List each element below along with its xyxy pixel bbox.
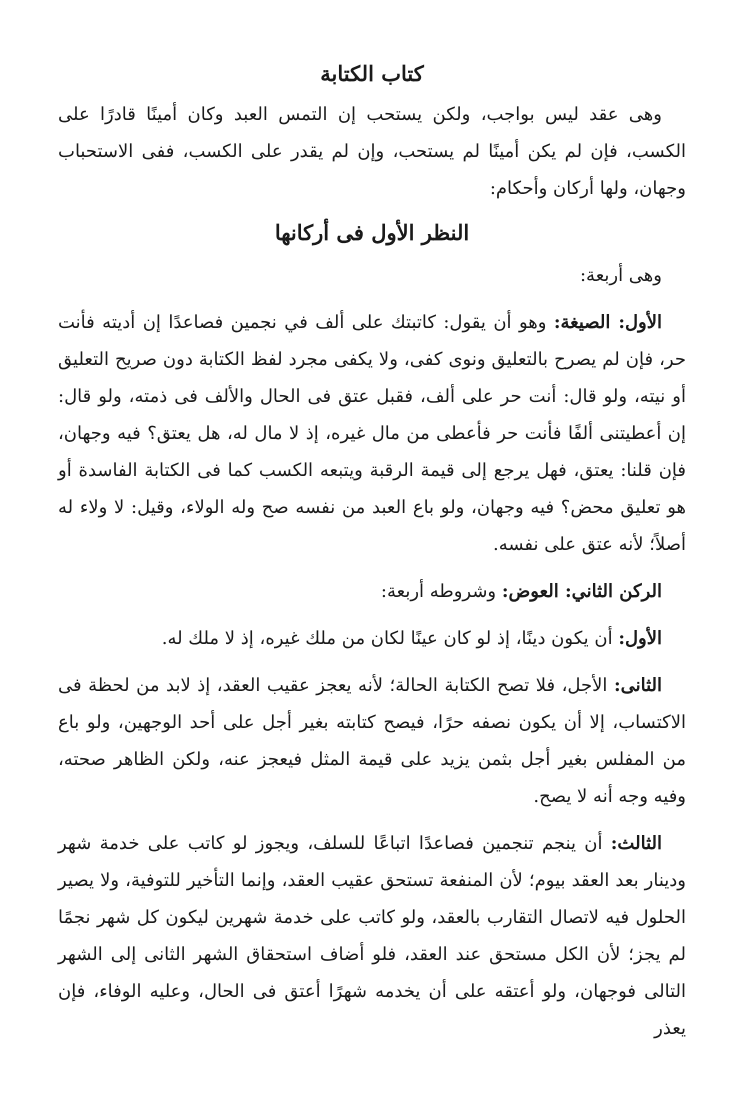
section-title: النظر الأول فى أركانها [274,220,470,245]
first-pillar-text: وهو أن يقول: كاتبتك على ألف في نجمين فصاعدًا إن أديته فأنت حر، فإن لم يصرح بالتعليق ونوى كفى، ولا يكفى مجرد لفظ الكتابة دون صريح التعليق أو نيته، ولو قال: أنت حر على ألف، فقبل عتق فى الحال والألف فى ذمته، ولو قال: إن أعطيتنى ألفًا فأنت حر فأعطى من مال غيره، إذ لا مال له، هل يعتق؟ فيه وجهان، فإن قلنا: يعتق، فهل يرجع إلى قيمة الرقبة ويتبعه الكسب كما فى الكتابة الفاسدة أو هو تعليق محض؟ فيه وجهان، ولو باع العبد من نفسه صح وله الولاء، وقيل: لا ولاء له أصلاً؛ لأنه عتق على نفسه. [58,312,686,555]
condition-2-label: الثانى: [613,675,662,696]
condition-3-paragraph [58,825,686,1047]
first-pillar-label: الأول: الصيغة: [553,312,662,333]
condition-2-paragraph [58,667,686,815]
book-title: كتاب الكتابة [320,61,424,86]
condition-3-label: الثالث: [610,833,662,854]
page-content [58,56,686,1047]
condition-1-text: أن يكون دينًا، إذ لو كان عينًا لكان من ملك غيره، إذ لا ملك له. [161,628,619,649]
section-intro: وهى أربعة: [579,265,662,286]
intro-paragraph: وهى عقد ليس بواجب، ولكن يستحب إن التمس العبد وكان أمينًا قادرًا على الكسب، فإن لم يكن أمينًا لم يستحب، وإن لم يقدر على الكسب، ففى الاستحباب وجهان، ولها أركان وأحكام: [58,104,686,199]
condition-1-label: الأول: [618,628,662,649]
second-pillar-text: وشروطه أربعة: [380,581,502,602]
second-pillar-paragraph [58,573,686,610]
condition-2-text: الأجل، فلا تصح الكتابة الحالة؛ لأنه يعجز عقيب العقد، إذ لابد من لحظة فى الاكتساب، إلا أن يكون نصفه حرًا، فيصح كتابته بغير أجل على أحد الوجهين، ولو باع من المفلس بغير أجل بثمن يزيد على قيمة المثل فيعجز عنه، ولكن الظاهر صحته، وفيه وجه أنه لا يصح. [58,675,686,807]
condition-3-text: أن ينجم تنجمين فصاعدًا اتباعًا للسلف، ويجوز لو كاتب على خدمة شهر ودينار بعد العقد بيوم؛ لأن المنفعة تستحق عقيب العقد، وإنما التأخير للتوفية، ولا يصير الحلول فيه لاتصال التقارب بالعقد، ولو كاتب على خدمة شهرين ليكون كل شهر نجمًا لم يجز؛ لأن الكل مستحق عند العقد، فلو أضاف استحقاق الشهر الثانى إلى الشهر التالى فوجهان، ولو أعتقه على أن يخدمه شهرًا أعتق فى الحال، وعليه الوفاء، فإن يعذر [58,833,686,1039]
condition-1-paragraph [58,620,686,657]
first-pillar-paragraph [58,304,686,563]
second-pillar-label: الركن الثاني: العوض: [501,581,662,602]
